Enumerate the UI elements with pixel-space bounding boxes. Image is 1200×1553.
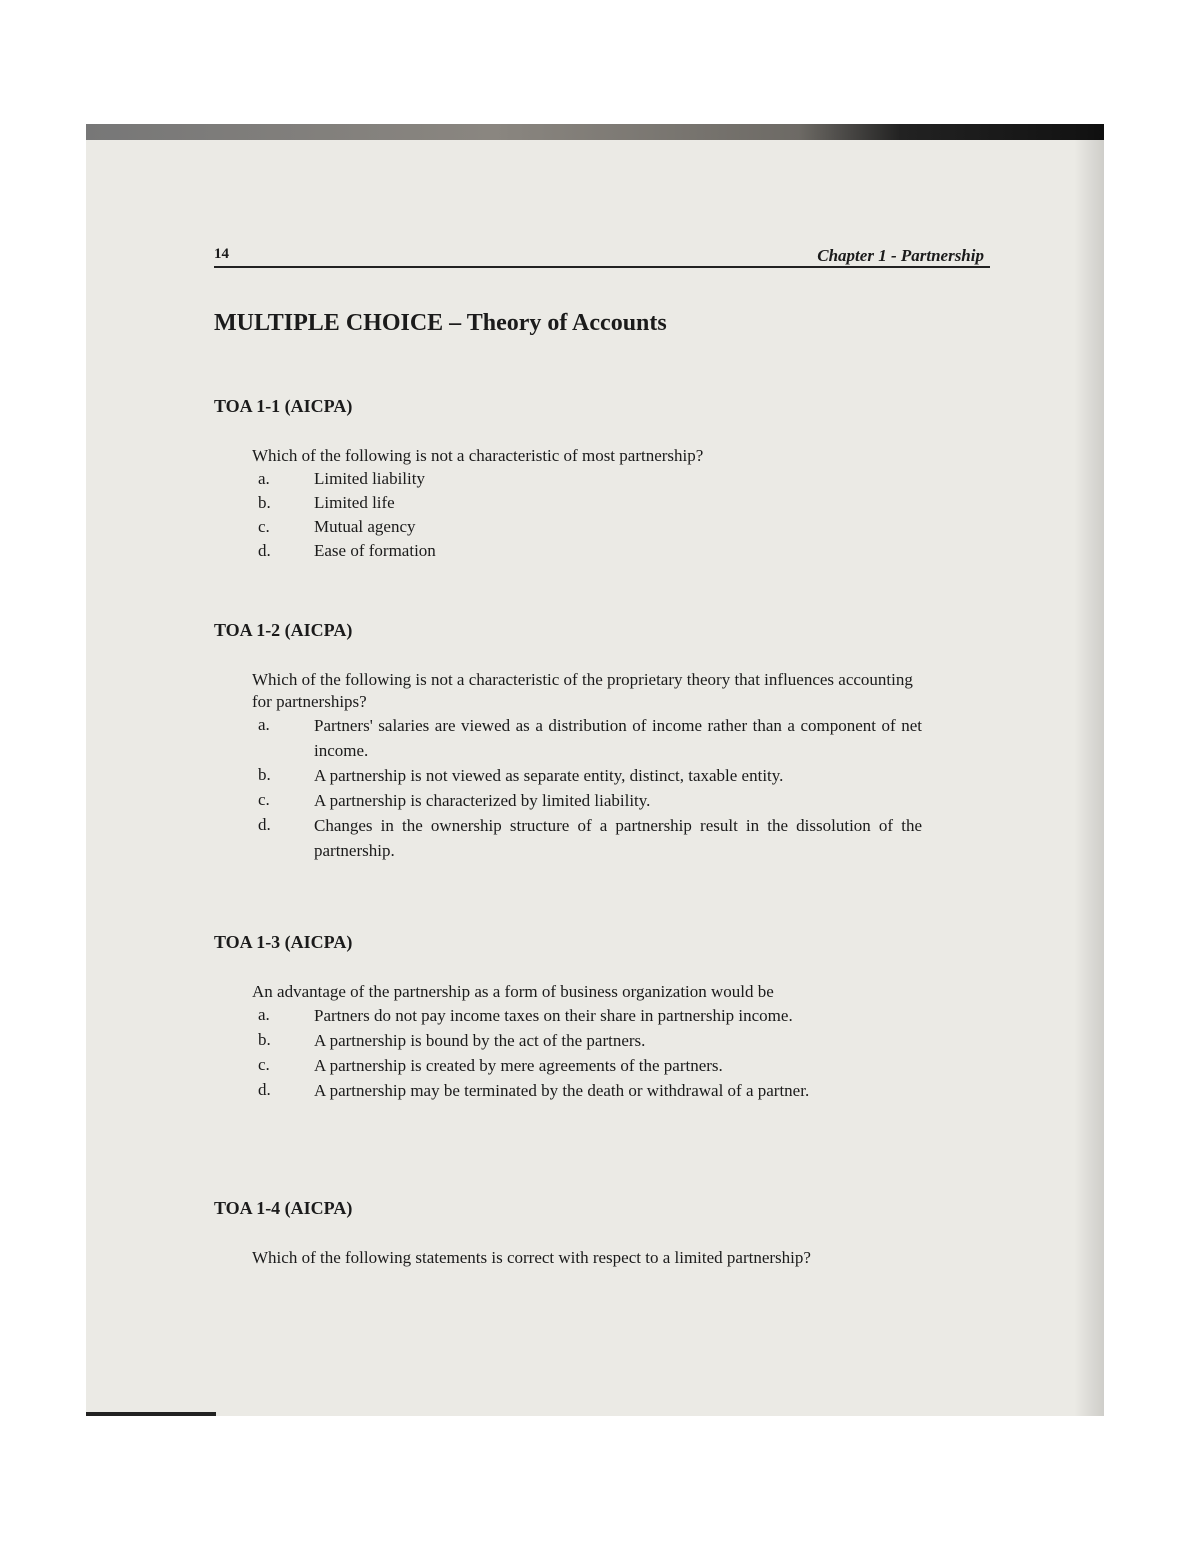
option-letter: d. — [258, 815, 271, 834]
option-text: A partnership is not viewed as separate entity, distinct, taxable entity. — [314, 766, 784, 785]
option-letter: a. — [258, 469, 270, 488]
question-stem: Which of the following statements is correct with respect to a limited partnership? — [252, 1248, 811, 1267]
question-toa-1-2 — [214, 620, 994, 863]
option-b — [252, 1028, 922, 1053]
option-b — [252, 491, 922, 515]
option-text: Partners do not pay income taxes on their share in partnership income. — [314, 1006, 793, 1025]
page-bottom-edge — [86, 1412, 216, 1416]
option-b — [252, 763, 922, 788]
option-text: Limited liability — [314, 469, 425, 488]
question-heading: TOA 1-3 (AICPA) — [214, 932, 353, 952]
option-c — [252, 515, 922, 539]
page-number: 14 — [214, 246, 229, 262]
question-heading: TOA 1-1 (AICPA) — [214, 396, 353, 416]
option-text: Partners' salaries are viewed as a distribution of income rather than a component of net income. — [314, 716, 922, 760]
question-toa-1-1 — [214, 396, 994, 563]
option-list — [214, 467, 994, 563]
option-letter: a. — [258, 1005, 270, 1024]
question-toa-1-4 — [214, 1198, 994, 1269]
option-d — [252, 539, 922, 563]
option-letter: c. — [258, 517, 270, 536]
option-text: Mutual agency — [314, 517, 416, 536]
option-text: A partnership is created by mere agreements of the partners. — [314, 1056, 723, 1075]
scanned-page-photo — [86, 124, 1104, 1416]
option-a — [252, 1003, 922, 1028]
option-letter: a. — [258, 715, 270, 734]
option-letter: b. — [258, 1030, 271, 1049]
option-d — [252, 1078, 922, 1103]
option-letter: d. — [258, 1080, 271, 1099]
question-toa-1-3 — [214, 932, 994, 1103]
option-text: A partnership may be terminated by the death or withdrawal of a partner. — [314, 1081, 810, 1100]
option-d — [252, 813, 922, 863]
option-text: A partnership is characterized by limited liability. — [314, 791, 651, 810]
question-stem: Which of the following is not a characteristic of most partnership? — [252, 446, 704, 465]
option-list — [214, 713, 994, 863]
question-heading: TOA 1-4 (AICPA) — [214, 1198, 353, 1218]
option-letter: d. — [258, 541, 271, 560]
running-header — [214, 246, 990, 268]
option-a — [252, 467, 922, 491]
option-text: Ease of formation — [314, 541, 436, 560]
option-c — [252, 788, 922, 813]
book-page — [210, 124, 990, 1416]
option-letter: c. — [258, 1055, 270, 1074]
option-letter: b. — [258, 765, 271, 784]
option-text: Limited life — [314, 493, 395, 512]
option-a — [252, 713, 922, 763]
question-heading: TOA 1-2 (AICPA) — [214, 620, 353, 640]
option-text: Changes in the ownership structure of a partnership result in the dissolution of the partnership. — [314, 816, 922, 860]
option-letter: c. — [258, 790, 270, 809]
question-stem: Which of the following is not a characteristic of the proprietary theory that influences accounting for partnerships? — [252, 670, 913, 711]
option-letter: b. — [258, 493, 271, 512]
option-list — [214, 1003, 994, 1103]
chapter-title: Chapter 1 - Partnership — [817, 246, 984, 265]
binding-shadow — [1074, 124, 1104, 1416]
option-c — [252, 1053, 922, 1078]
section-title: MULTIPLE CHOICE – Theory of Accounts — [214, 310, 667, 336]
option-text: A partnership is bound by the act of the partners. — [314, 1031, 646, 1050]
question-stem: An advantage of the partnership as a form of business organization would be — [252, 982, 774, 1001]
